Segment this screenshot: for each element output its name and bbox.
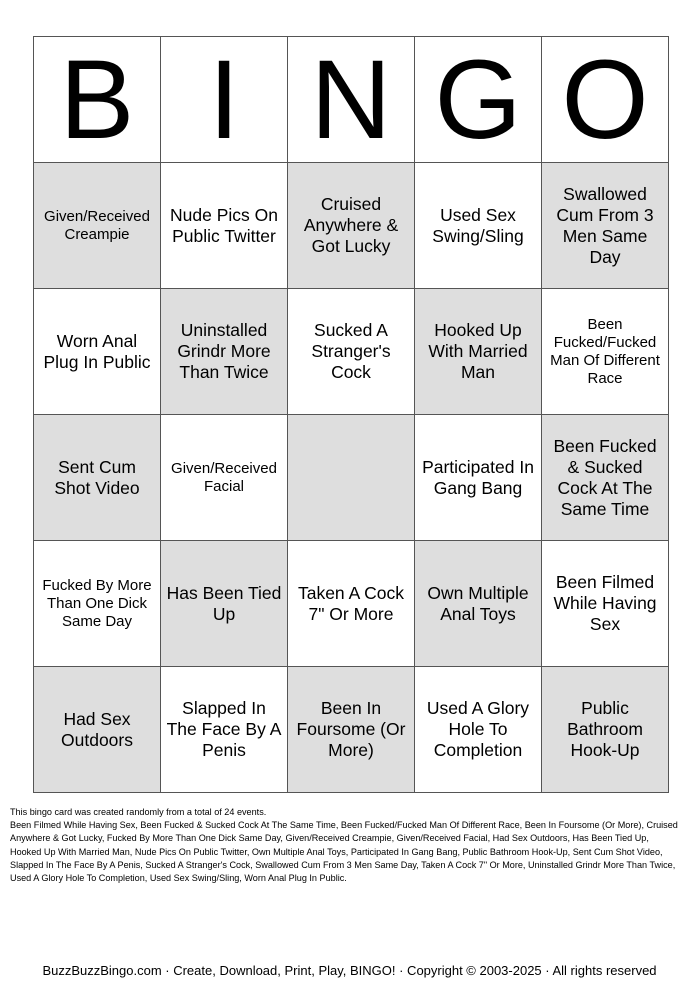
- footer-copyright: BuzzBuzzBingo.com · Create, Download, Print, Play, BINGO! · Copyright © 2003-2025 · All rights reserved: [42, 963, 657, 978]
- bingo-cell: Nude Pics On Public Twitter: [161, 163, 288, 289]
- bingo-cell: Been Filmed While Having Sex: [542, 541, 669, 667]
- bingo-cell: Had Sex Outdoors: [34, 667, 161, 793]
- bingo-cell: Used Sex Swing/Sling: [415, 163, 542, 289]
- card-info: [10, 806, 682, 885]
- bingo-cell: Used A Glory Hole To Completion: [415, 667, 542, 793]
- bingo-cell: Been Fucked & Sucked Cock At The Same Time: [542, 415, 669, 541]
- card-row: [34, 163, 669, 289]
- bingo-cell: Fucked By More Than One Dick Same Day: [34, 541, 161, 667]
- header-letter-n: N: [288, 37, 415, 163]
- bingo-cell: Slapped In The Face By A Penis: [161, 667, 288, 793]
- bingo-cell: Taken A Cock 7" Or More: [288, 541, 415, 667]
- bingo-cell: Sent Cum Shot Video: [34, 415, 161, 541]
- card-info-intro: This bingo card was created randomly from a total of 24 events.: [10, 807, 267, 817]
- card-row: [34, 289, 669, 415]
- bingo-cell: Own Multiple Anal Toys: [415, 541, 542, 667]
- bingo-cell: Has Been Tied Up: [161, 541, 288, 667]
- bingo-cell: Given/Received Creampie: [34, 163, 161, 289]
- bingo-cell: Hooked Up With Married Man: [415, 289, 542, 415]
- header-letter-i: I: [161, 37, 288, 163]
- bingo-cell: Uninstalled Grindr More Than Twice: [161, 289, 288, 415]
- bingo-cell: Been Fucked/Fucked Man Of Different Race: [542, 289, 669, 415]
- free-space-cell: [288, 415, 415, 541]
- header-row: [34, 37, 669, 163]
- header-letter-o: O: [542, 37, 669, 163]
- bingo-card: [33, 36, 669, 793]
- bingo-cell: Worn Anal Plug In Public: [34, 289, 161, 415]
- bingo-cell: Been In Foursome (Or More): [288, 667, 415, 793]
- header-letter-g: G: [415, 37, 542, 163]
- bingo-cell: Swallowed Cum From 3 Men Same Day: [542, 163, 669, 289]
- bingo-cell: Participated In Gang Bang: [415, 415, 542, 541]
- bingo-cell: Public Bathroom Hook-Up: [542, 667, 669, 793]
- card-info-event-list: Been Filmed While Having Sex, Been Fucked & Sucked Cock At The Same Time, Been Fucked/Fucked Man Of Different Race, Been In Foursome (Or More), Cruised Anywhere & Got Lucky, Fucked By More Than One Dick Same Day, Given/Received Creampie, Given/Received Facial, Had Sex Outdoors, Has Been Tied Up, Hooked Up With Married Man, Nude Pics On Public Twitter, Own Multiple Anal Toys, Participated In Gang Bang, Public Bathroom Hook-Up, Sent Cum Shot Video, Slapped In The Face By A Penis, Sucked A Stranger's Cock, Swallowed Cum From 3 Men Same Day, Taken A Cock 7" Or More, Uninstalled Grindr More Than Twice, Used A Glory Hole To Completion, Used Sex Swing/Sling, Worn Anal Plug In Public.: [10, 820, 678, 883]
- card-row: [34, 541, 669, 667]
- header-letter-b: B: [34, 37, 161, 163]
- card-row: [34, 667, 669, 793]
- bingo-cell: Sucked A Stranger's Cock: [288, 289, 415, 415]
- bingo-cell: Cruised Anywhere & Got Lucky: [288, 163, 415, 289]
- card-row: [34, 415, 669, 541]
- bingo-cell: Given/Received Facial: [161, 415, 288, 541]
